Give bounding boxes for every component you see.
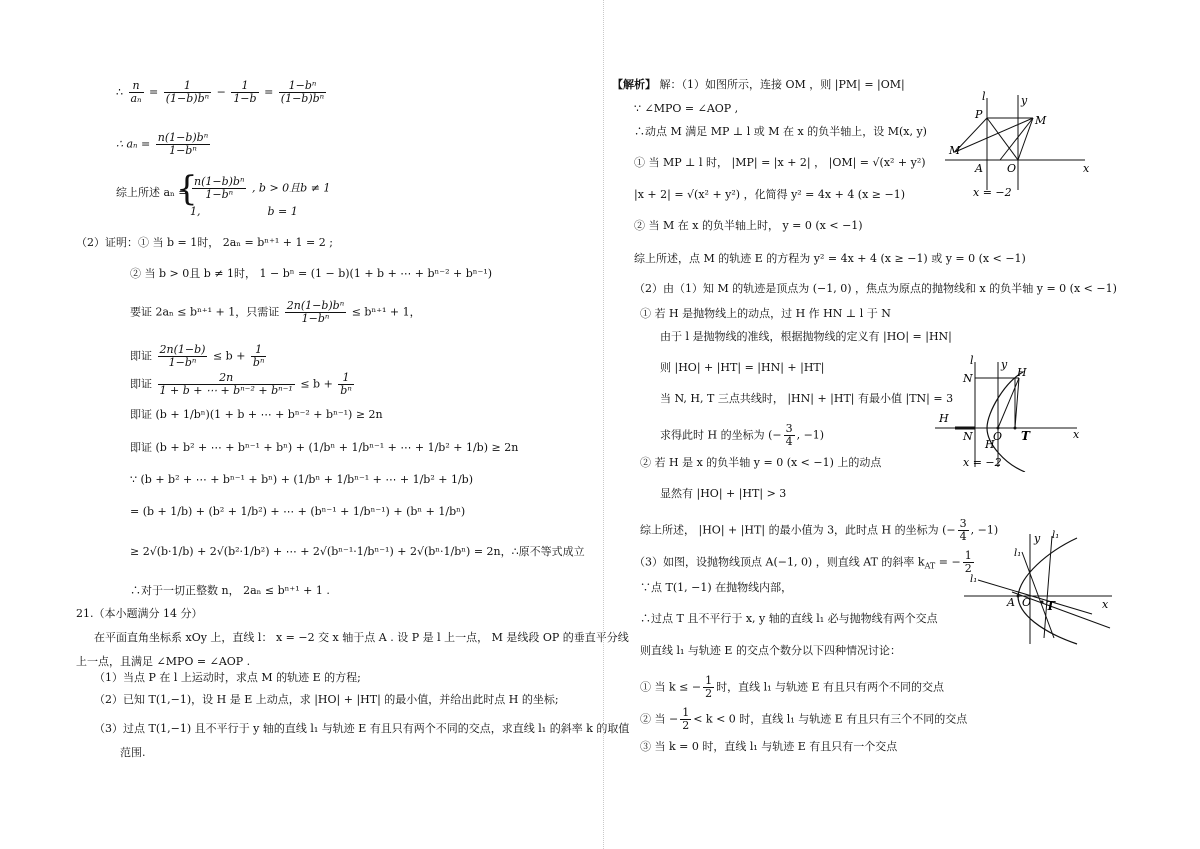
solution-line: ∵ ∠MPO = ∠AOP , [634, 102, 739, 115]
figure-locus-construction [945, 90, 1095, 205]
proof-step-3: 要证 2aₙ ≤ bⁿ⁺¹ + 1，只需证 $\frac{\text{2n(1−b)bⁿ}}{\text{1−bⁿ}}$ ≤ bⁿ⁺¹ + 1， [130, 299, 421, 325]
solution-line: ② 当 − $\frac{1}{2}$ < k < 0 时，直线 l₁ 与轨迹 E 有且只有三个不同的交点 [640, 706, 968, 732]
label-l: l [982, 90, 986, 103]
label-x: x [1073, 428, 1080, 441]
label-h: H [939, 412, 949, 425]
solution-line: ① 若 H 是抛物线上的动点，过 H 作 HN ⊥ l 于 N [640, 307, 891, 320]
solution-line: 则直线 l₁ 与轨迹 E 的交点个数分以下四种情况讨论： [640, 644, 901, 657]
fraction: $\frac{1}{\text{bⁿ}}$ [340, 371, 352, 397]
solution-part-2: （2）由（1）知 M 的轨迹是顶点为 (−1, 0) ，焦点为原点的抛物线和 x 的负半轴 y = 0 (x < −1) [634, 282, 1117, 295]
label-o: O [993, 430, 1003, 443]
fraction: $\frac{n}{\text{aₙ}}$ [130, 79, 142, 105]
fraction: $\frac{1}{2}$ [682, 706, 690, 732]
solution-line: ∴过点 T 且不平行于 x, y 轴的直线 l₁ 必与抛物线有两个交点 [640, 612, 938, 625]
label-t: T [1046, 599, 1055, 613]
fraction: $\frac{1}{\text{bⁿ}}$ [252, 343, 265, 369]
formula-an-reciprocal: ∴ $\frac{n}{\text{aₙ}}$ = $\frac{1}{\text{(1−b)bⁿ}}$ − $\frac{1}{1-b}$ = $\frac{\text{1−bⁿ}}{\text{(1−b)bⁿ}}$ [116, 79, 325, 105]
fraction: $\frac{\text{n(1−b)bⁿ}}{\text{1−bⁿ}}$ [157, 131, 209, 157]
fraction: $\frac{1}{\text{(1−b)bⁿ}}$ [165, 79, 210, 105]
fraction: $\frac{\text{2n(1−b)bⁿ}}{\text{1−bⁿ}}$ [286, 299, 345, 325]
figure-parabola-min-distance [935, 352, 1085, 472]
label-l: l [970, 354, 974, 367]
label-l1: l₁ [1014, 548, 1022, 559]
proof-step-10: ≥ 2√(b·1/b) + 2√(b²·1/b²) + ⋯ + 2√(bⁿ⁻¹·1/bⁿ⁻¹) + 2√(bⁿ·1/bⁿ) = 2n，∴原不等式成立 [130, 545, 585, 558]
label-t: T [1021, 429, 1030, 443]
label-n: N [963, 372, 973, 385]
label-y: y [1034, 532, 1041, 545]
question-21-part-3-cont: 范围. [120, 746, 146, 759]
proof-step-4: 即证 $\frac{2n(1-b)}{\text{1−bⁿ}}$ ≤ b + $\frac{1}{\text{bⁿ}}$ [130, 343, 265, 369]
figure-caption: x = −2 [963, 456, 1002, 469]
proof-step-11: ∴对于一切正整数 n， 2aₙ ≤ bⁿ⁺¹ + 1 . [130, 584, 330, 597]
label-x: x [1083, 162, 1090, 175]
label-l1: l₁ [1052, 530, 1060, 541]
solution-line: 由于 l 是抛物线的准线，根据抛物线的定义有 |HO| = |HN| [660, 330, 952, 343]
proof-step-6: 即证 (b + 1/bⁿ)(1 + b + ⋯ + bⁿ⁻² + bⁿ⁻¹) ≥ 2n [130, 408, 383, 421]
fraction: $\frac{\text{n(1−b)bⁿ}}{\text{1−bⁿ}}$ [194, 175, 245, 201]
solution-line: ∵点 T(1, −1) 在抛物线内部， [640, 581, 793, 594]
fraction: $\frac{3}{4}$ [959, 517, 967, 543]
right-column [600, 0, 1200, 849]
solution-part-3: （3）如图，设抛物线顶点 A(−1, 0) ，则直线 AT 的斜率 $k_{AT}$ = − $\frac{1}{2}$ [634, 549, 972, 575]
question-21-stem-1: 在平面直角坐标系 xOy 上，直线 l： x = −2 交 x 轴于点 A . 设 P 是 l 上一点， M 是线段 OP 的垂直平分线 [94, 631, 629, 644]
label-h: H [1017, 366, 1027, 379]
solution-line: ∴动点 M 满足 MP ⊥ l 或 M 在 x 的负半轴上，设 M(x, y) [634, 125, 927, 138]
solution-line: 求得此时 H 的坐标为 (− $\frac{3}{4}$ , −1) [660, 422, 825, 448]
proof-step-1: （2）证明：① 当 b = 1时， 2aₙ = bⁿ⁺¹ + 1 = 2 ; [76, 236, 333, 249]
fraction: $\frac{1}{2}$ [705, 674, 713, 700]
label-m: M [949, 144, 961, 157]
label-y: y [1001, 358, 1008, 371]
label-y: y [1021, 94, 1028, 107]
label-o: O [1007, 162, 1017, 175]
solution-line: 当 N, H, T 三点共线时， |HN| + |HT| 有最小值 |TN| = 3 [660, 392, 954, 405]
label-h: H [985, 438, 995, 451]
left-brace: { [176, 169, 198, 209]
therefore-symbol: ∴ [116, 85, 123, 99]
question-21-part-1: （1）当点 P 在 l 上运动时，求点 M 的轨迹 E 的方程; [94, 671, 361, 684]
solution-line: ② 若 H 是 x 的负半轴 y = 0 (x < −1) 上的动点 [640, 456, 882, 469]
case-1: $\frac{\text{n(1−b)bⁿ}}{\text{1−bⁿ}}$ , b > 0且b ≠ 1 [194, 175, 331, 201]
question-21-part-2: （2）已知 T(1,−1)，设 H 是 E 上动点，求 |HO| + |HT| 的最小值，并给出此时点 H 的坐标; [94, 693, 559, 706]
label-o: O [1022, 596, 1032, 609]
label-n: N [963, 430, 973, 443]
question-21-heading: 21.（本小题满分 14 分） [76, 607, 203, 620]
summary-label: 综上所述 aₙ = [116, 186, 188, 199]
solution-part-1-intro: 【解析】 解：（1）如图所示，连接 OM ，则 |PM| = |OM| [612, 78, 905, 91]
proof-step-5: 即证 $\frac{2n}{\text{1 + b + ⋯ + bⁿ⁻² + bⁿ⁻¹}}$ ≤ b + $\frac{1}{\text{bⁿ}}$ [130, 371, 352, 397]
solution-tag: 【解析】 [612, 78, 656, 91]
figure-caption: x = −2 [973, 186, 1012, 199]
solution-line: 综上所述， |HO| + |HT| 的最小值为 3，此时点 H 的坐标为 (− $\frac{3}{4}$ , −1) [640, 517, 999, 543]
fraction: $\frac{1}{1-b}$ [233, 79, 257, 105]
label-a: A [1007, 596, 1015, 609]
solution-line: ① 当 MP ⊥ l 时， |MP| = |x + 2| ， |OM| = √(x² + y²) [634, 156, 926, 169]
proof-step-8: ∵ (b + b² + ⋯ + bⁿ⁻¹ + bⁿ) + (1/bⁿ + 1/bⁿ⁻¹ + ⋯ + 1/b² + 1/b) [130, 473, 473, 486]
question-21-stem-2: 上一点，且满足 ∠MPO = ∠AOP . [76, 655, 251, 668]
solution-line: ② 当 M 在 x 的负半轴上时， y = 0 (x < −1) [634, 219, 863, 232]
label-p: P [975, 108, 983, 121]
proof-step-7: 即证 (b + b² + ⋯ + bⁿ⁻¹ + bⁿ) + (1/bⁿ + 1/bⁿ⁻¹ + ⋯ + 1/b² + 1/b) ≥ 2n [130, 441, 519, 454]
fraction: $\frac{1}{2}$ [964, 549, 972, 575]
case-2: 1, b = 1 [190, 205, 298, 218]
proof-step-9: = (b + 1/b) + (b² + 1/b²) + ⋯ + (bⁿ⁻¹ + 1/bⁿ⁻¹) + (bⁿ + 1/bⁿ) [130, 505, 466, 518]
solution-line: 综上所述，点 M 的轨迹 E 的方程为 y² = 4x + 4 (x ≥ −1) 或 y = 0 (x < −1) [634, 252, 1026, 265]
label-m: M [1035, 114, 1047, 127]
fraction: $\frac{2n(1-b)}{\text{1−bⁿ}}$ [159, 343, 206, 369]
proof-step-2: ② 当 b > 0且 b ≠ 1时， 1 − bⁿ = (1 − b)(1 + b + ⋯ + bⁿ⁻² + bⁿ⁻¹) [130, 267, 493, 280]
solution-line: ① 当 k ≤ − $\frac{1}{2}$ 时，直线 l₁ 与轨迹 E 有且只有两个不同的交点 [640, 674, 945, 700]
fraction: $\frac{\text{1−bⁿ}}{\text{(1−b)bⁿ}}$ [280, 79, 325, 105]
label-a: A [975, 162, 983, 175]
solution-line: |x + 2| = √(x² + y²) ，化简得 y² = 4x + 4 (x ≥ −1) [634, 188, 906, 201]
question-21-part-3: （3）过点 T(1,−1) 且不平行于 y 轴的直线 l₁ 与轨迹 E 有且只有两个不同的交点，求直线 l₁ 的斜率 k 的取值 [94, 722, 630, 735]
fraction: $\frac{3}{4}$ [785, 422, 793, 448]
figure-line-intersections [962, 526, 1117, 646]
solution-line: 显然有 |HO| + |HT| > 3 [660, 487, 787, 500]
label-l1: l₁ [970, 574, 978, 585]
solution-line: ③ 当 k = 0 时，直线 l₁ 与轨迹 E 有且只有一个交点 [640, 740, 898, 753]
label-x: x [1102, 598, 1109, 611]
solution-line: 则 |HO| + |HT| = |HN| + |HT| [660, 361, 825, 374]
fraction: $\frac{2n}{\text{1 + b + ⋯ + bⁿ⁻² + bⁿ⁻¹}}$ [159, 371, 293, 397]
formula-an: ∴ aₙ = $\frac{\text{n(1−b)bⁿ}}{\text{1−bⁿ}}$ [116, 131, 209, 157]
